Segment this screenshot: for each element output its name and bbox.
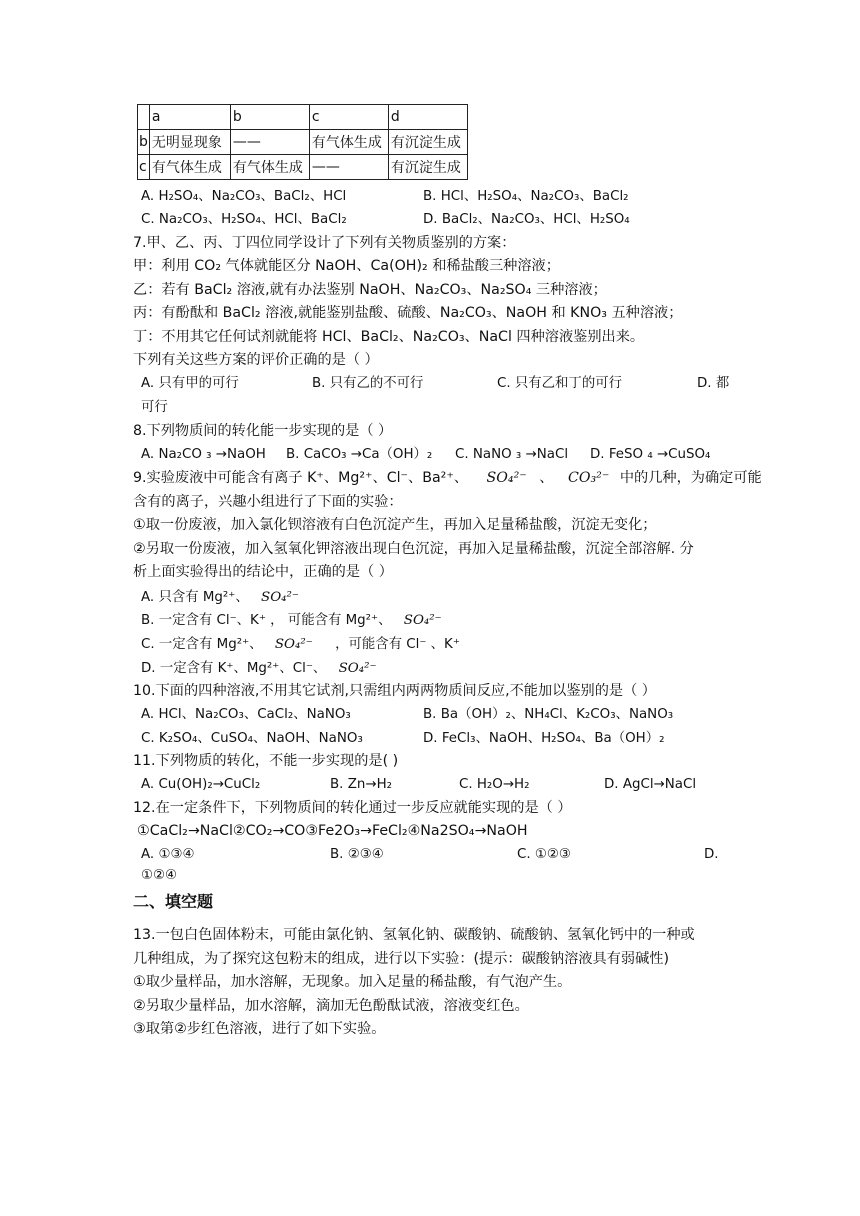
- table-cell: [138, 105, 150, 130]
- q9-stem: [133, 468, 762, 488]
- q6-option-b: B. HCl、H₂SO₄、Na₂CO₃、BaCl₂: [423, 189, 629, 204]
- q12-stem: 12.在一定条件下，下列物质间的转化通过一步反应就能实现的是（ ）: [133, 800, 572, 816]
- q9-option-b: [141, 611, 442, 631]
- q9-ion-carbonate: CO₃²⁻: [567, 470, 610, 486]
- q12-option-d-cont: ①②④: [141, 868, 178, 883]
- q13-step1: ①取少量样品，加水溶解，无现象。加入足量的稀盐酸，有气泡产生。: [133, 974, 572, 990]
- q12-option-c: C. ①②③: [517, 847, 571, 862]
- table-cell: a: [149, 105, 230, 130]
- table-cell: d: [388, 105, 467, 130]
- q11-option-d: D. AgCl→NaCl: [604, 777, 697, 792]
- q11-option-c: C. H₂O→H₂: [459, 777, 530, 792]
- table-cell: ——: [230, 130, 309, 155]
- q7-option-d-cont: 可行: [141, 400, 168, 415]
- q9-option-c-tail: ，可能含有 Cl⁻ 、K⁺: [335, 637, 460, 652]
- q7-yi: 乙：若有 BaCl₂ 溶液,就有办法鉴别 NaOH、Na₂CO₃、Na₂SO₄ 三种溶液；: [133, 282, 607, 298]
- q7-bing: 丙：有酚酞和 BaCl₂ 溶液,就能鉴别盐酸、硫酸、Na₂CO₃、NaOH 和 KNO₃ 五种溶液；: [133, 305, 683, 321]
- q7-option-d: D. 都: [697, 376, 730, 391]
- q9-option-a-ion: SO₄²⁻: [261, 590, 299, 605]
- q9-option-c-text: C. 一定含有 Mg²⁺、: [141, 637, 263, 652]
- q11-option-a: A. Cu(OH)₂→CuCl₂: [141, 777, 261, 792]
- q9-option-b-ion: SO₄²⁻: [403, 613, 442, 628]
- q13-step3: ③取第②步红色溶液，进行了如下实验。: [133, 1021, 386, 1037]
- q9-stem-part-b: 中的几种，为确定可能: [619, 470, 762, 486]
- q8-option-b: B. CaCO₃ →Ca（OH）₂: [286, 447, 433, 462]
- table-header-row: [138, 105, 468, 130]
- q6-option-a: A. H₂SO₄、Na₂CO₃、BaCl₂、HCl: [141, 189, 347, 204]
- q12-option-d: D.: [704, 847, 719, 862]
- table-cell: 无明显现象: [149, 130, 230, 155]
- q12-items: ①CaCl₂→NaCl②CO₂→CO③Fe2O₃→FeCl₂④Na2SO₄→NaOH: [137, 823, 528, 839]
- table-cell: 有气体生成: [309, 130, 388, 155]
- q7-stem: 7.甲、乙、丙、丁四位同学设计了下列有关物质鉴别的方案：: [133, 235, 516, 251]
- q9-stem-part-a: 9.实验废液中可能含有离子 K⁺、Mg²⁺、Cl⁻、Ba²⁺、: [133, 470, 469, 486]
- q7-option-b: B. 只有乙的不可行: [312, 376, 424, 391]
- q10-option-c: C. K₂SO₄、CuSO₄、NaOH、NaNO₃: [141, 731, 363, 746]
- q9-option-d: [141, 659, 377, 679]
- table-cell: 有沉淀生成: [388, 130, 467, 155]
- table-cell: 有气体生成: [149, 155, 230, 180]
- q9-step1: ①取一份废液，加入氯化钡溶液有白色沉淀产生，再加入足量稀盐酸，沉淀无变化；: [133, 517, 657, 533]
- table-cell: c: [309, 105, 388, 130]
- q12-option-b: B. ②③④: [330, 847, 384, 862]
- q13-stem-line2: 几种组成，为了探究这包粉末的组成，进行以下实验：(提示：碳酸钠溶液具有弱碱性): [133, 951, 670, 967]
- q7-question: 下列有关这些方案的评价正确的是（ ）: [133, 352, 379, 368]
- q10-option-d: D. FeCl₃、NaOH、H₂SO₄、Ba（OH）₂: [423, 731, 665, 746]
- q10-option-b: B. Ba（OH）₂、NH₄Cl、K₂CO₃、NaNO₃: [423, 707, 674, 722]
- q6-option-d: D. BaCl₂、Na₂CO₃、HCl、H₂SO₄: [423, 212, 630, 227]
- q9-option-d-text: D. 一定含有 K⁺、Mg²⁺、Cl⁻、: [141, 661, 327, 676]
- q8-option-a: A. Na₂CO ₃ →NaOH: [141, 447, 266, 462]
- q11-stem: 11.下列物质的转化，不能一步实现的是( ): [133, 753, 399, 769]
- q9-ion-sulfate: SO₄²⁻: [486, 470, 527, 486]
- section-heading: 二、填空题: [133, 892, 214, 911]
- q13-stem: 13.一包白色固体粉末，可能由氯化钠、氢氧化钠、碳酸钠、硫酸钠、氢氧化钙中的一种或: [133, 927, 695, 943]
- q9-option-c-ion: SO₄²⁻: [274, 637, 313, 652]
- q8-option-d: D. FeSO ₄ →CuSO₄: [590, 447, 711, 462]
- q13-step2: ②另取少量样品，加水溶解，滴加无色酚酞试液，溶液变红色。: [133, 998, 529, 1014]
- q9-option-c: [141, 635, 460, 655]
- q9-option-b-text: B. 一定含有 Cl⁻、K⁺ ， 可能含有 Mg²⁺、: [141, 613, 392, 628]
- q10-stem: 10.下面的四种溶液,不用其它试剂,只需组内两两物质间反应,不能加以鉴别的是（ ）: [133, 683, 656, 699]
- q11-option-b: B. Zn→H₂: [330, 777, 393, 792]
- q10-option-a: A. HCl、Na₂CO₃、CaCl₂、NaNO₃: [141, 707, 351, 722]
- q7-option-a: A. 只有甲的可行: [141, 376, 239, 391]
- q9-separator: 、: [539, 470, 554, 486]
- table-cell: 有沉淀生成: [388, 155, 467, 180]
- q12-option-a: A. ①③④: [141, 847, 195, 862]
- q8-option-c: C. NaNO ₃ →NaCl: [455, 447, 569, 462]
- q7-ding: 丁：不用其它任何试剂就能将 HCl、BaCl₂、Na₂CO₃、NaCl 四种溶液鉴别出来。: [133, 329, 645, 345]
- table-row: [138, 155, 468, 180]
- q8-stem: 8.下列物质间的转化能一步实现的是（ ）: [133, 423, 393, 439]
- q7-option-c: C. 只有乙和丁的可行: [497, 376, 622, 391]
- q9-step2: ②另取一份废液，加入氢氧化钾溶液出现白色沉淀，再加入足量稀盐酸，沉淀全部溶解. 分: [133, 541, 694, 557]
- q6-table: [137, 104, 468, 180]
- table-row: [138, 130, 468, 155]
- table-cell: c: [138, 155, 150, 180]
- q7-jia: 甲：利用 CO₂ 气体就能区分 NaOH、Ca(OH)₂ 和稀盐酸三种溶液；: [133, 258, 560, 274]
- table-cell: b: [230, 105, 309, 130]
- q9-step2-cont: 析上面实验得出的结论中，正确的是（ ）: [133, 564, 393, 580]
- q6-option-c: C. Na₂CO₃、H₂SO₄、HCl、BaCl₂: [141, 212, 347, 227]
- table-cell: ——: [309, 155, 388, 180]
- q9-option-d-ion: SO₄²⁻: [338, 661, 377, 676]
- table-cell: 有气体生成: [230, 155, 309, 180]
- table-cell: b: [138, 130, 150, 155]
- q9-stem-line2: 含有的离子，兴趣小组进行了下面的实验：: [133, 494, 403, 510]
- q9-option-a: [141, 588, 299, 608]
- q9-option-a-text: A. 只含有 Mg²⁺、: [141, 590, 249, 605]
